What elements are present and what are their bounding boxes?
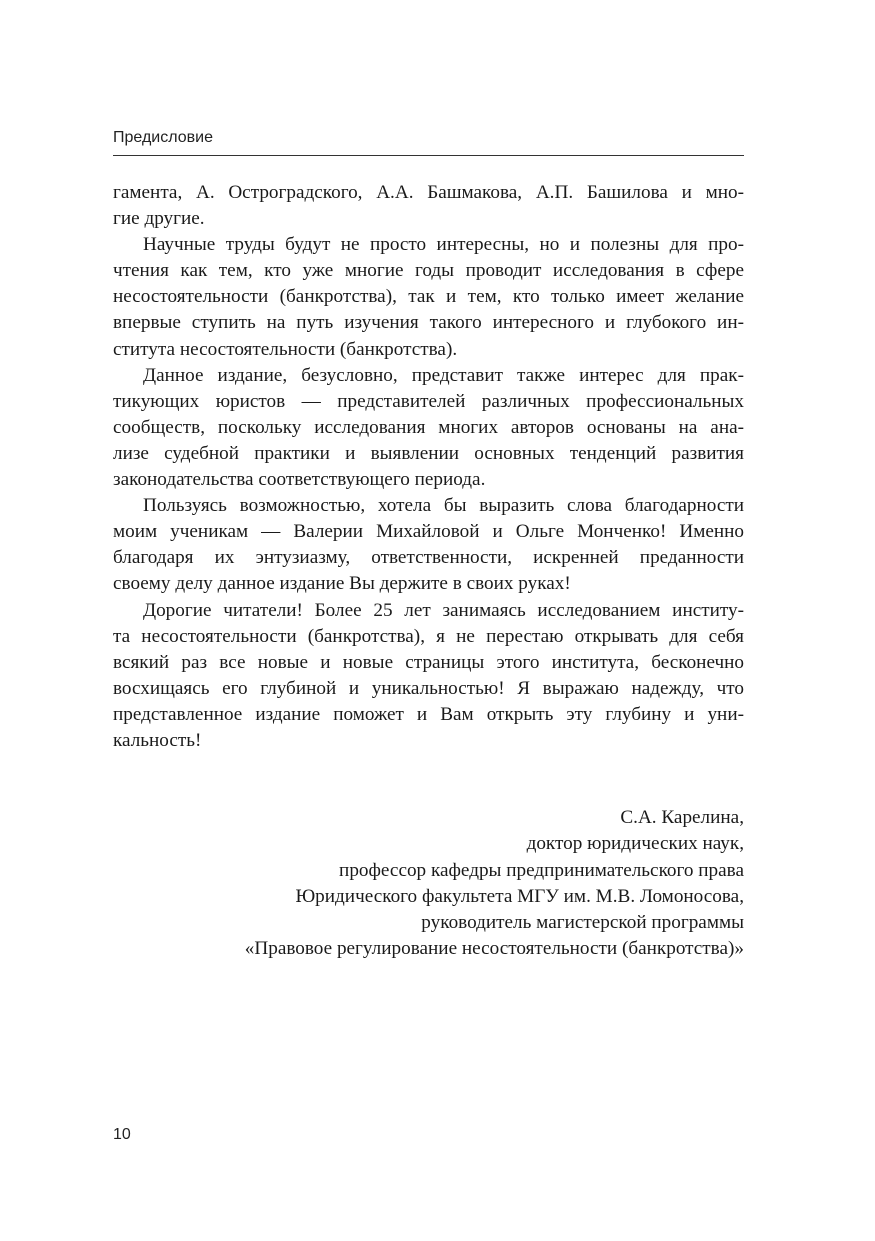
text-line: всякий раз все новые и новые страницы этого института, бесконечно <box>113 651 744 673</box>
text-line: ститута несостоятельности (банкротства). <box>113 338 458 360</box>
author-role: руководитель магистерской программы <box>421 912 744 934</box>
preface-body <box>113 180 744 754</box>
text-line: восхищаясь его глубиной и уникальностью! Я выражаю надежду, что <box>113 677 744 699</box>
text-line: несостоятельности (банкротства), так и тем, кто только имеет желание <box>113 286 744 308</box>
text-line: гие другие. <box>113 208 205 230</box>
text-line: та несостоятельности (банкротства), я не перестаю открывать для себя <box>113 625 744 647</box>
text-line: своему делу данное издание Вы держите в своих руках! <box>113 573 571 595</box>
author-program: «Правовое регулирование несостоятельности (банкротства)» <box>244 938 744 960</box>
text-line: Дорогие читатели! Более 25 лет занимаясь исследованием институ- <box>143 599 744 621</box>
author-degree: доктор юридических наук, <box>526 833 744 855</box>
text-line: законодательства соответствующего периода. <box>113 469 486 491</box>
author-signature-block <box>124 805 744 963</box>
author-name: С.А. Карелина, <box>620 807 744 828</box>
text-line: благодаря их энтузиазму, ответственности, искренней преданности <box>113 547 744 569</box>
text-line: Научные труды будут не просто интересны, но и полезны для про- <box>143 234 744 256</box>
author-position: профессор кафедры предпринимательского права <box>339 859 744 881</box>
text-line: Пользуясь возможностью, хотела бы выразить слова благодарности <box>143 495 744 517</box>
text-line: тикующих юристов — представителей различных профессиональных <box>113 390 744 412</box>
running-header-title: Предисловие <box>113 129 213 146</box>
text-line: представленное издание поможет и Вам открыть эту глубину и уни- <box>113 703 744 725</box>
text-line: впервые ступить на путь изучения такого интересного и глубокого ин- <box>113 312 744 334</box>
text-line: лизе судебной практики и выявлении основных тенденций развития <box>113 442 744 464</box>
text-line: Данное издание, безусловно, представит также интерес для прак- <box>143 364 744 386</box>
page-number: 10 <box>113 1126 131 1143</box>
author-faculty: Юридического факультета МГУ им. М.В. Ломоносова, <box>295 885 744 907</box>
text-line: сообществ, поскольку исследования многих авторов основаны на ана- <box>113 416 744 438</box>
text-line: кальность! <box>113 729 202 751</box>
text-line: гамента, А. Остроградского, А.А. Башмакова, А.П. Башилова и мно- <box>113 182 744 203</box>
text-line: моим ученикам — Валерии Михайловой и Ольге Монченко! Именно <box>113 521 744 543</box>
text-line: чтения как тем, кто уже многие годы проводит исследования в сфере <box>113 260 744 282</box>
header-divider <box>113 155 744 156</box>
